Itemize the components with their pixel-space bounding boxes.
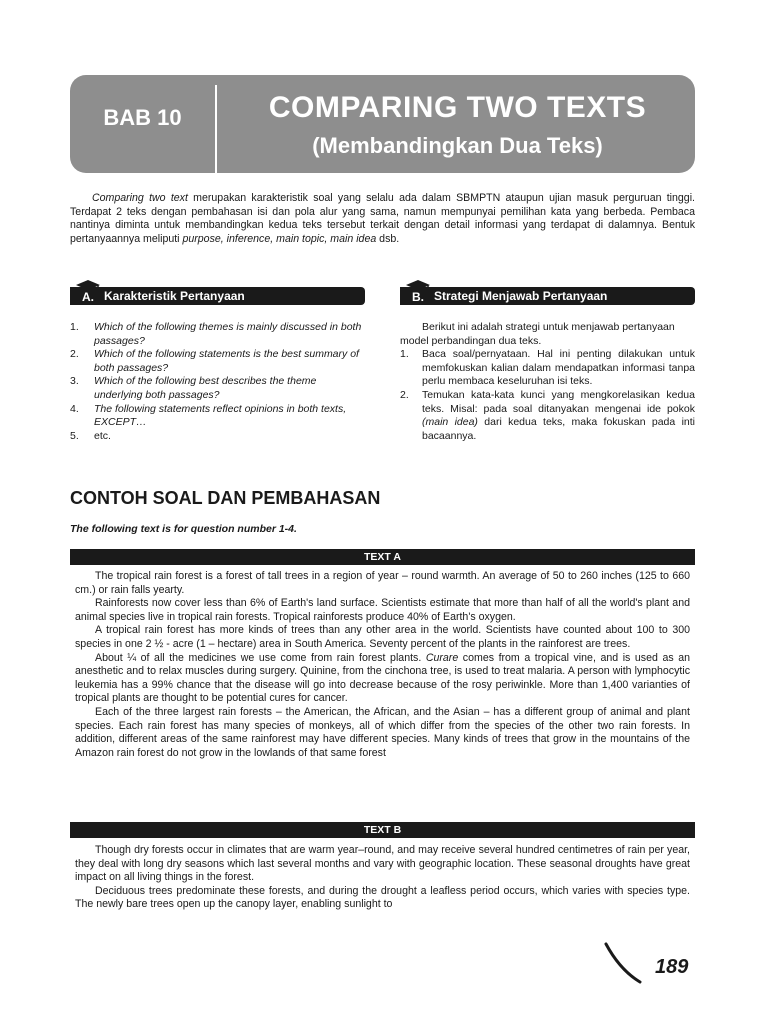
section-a-title: Karakteristik Pertanyaan bbox=[104, 289, 245, 303]
section-a-letter: A. bbox=[82, 290, 94, 304]
item-text: Which of the following themes is mainly discussed in both passages? bbox=[94, 321, 362, 347]
chapter-title: COMPARING TWO TEXTS bbox=[268, 91, 647, 124]
item-text: Which of the following statements is the best summary of both passages? bbox=[94, 348, 359, 374]
list-item bbox=[400, 389, 695, 443]
paragraph: The tropical rain forest is a forest of tall trees in a region of year – round warmth. An average of 50 to 260 inches (125 to 660 cm.) or rain falls yearty. bbox=[75, 570, 690, 596]
section-a-header bbox=[70, 287, 365, 305]
paragraph: Rainforests now cover less than 6% of Earth's land surface. Scientists estimate that more than half of all the world's plant and animal species live in tropical rain forests. Tropical rainforests produce 40% of Earth's oxygen. bbox=[75, 597, 690, 623]
item-number: 3. bbox=[70, 375, 79, 388]
paragraph-text: About ¼ of all the medicines we use come from rain forest plants. bbox=[95, 651, 426, 664]
strategy-intro: Berikut ini adalah strategi untuk menjawab pertanyaan model perbandingan dua teks. bbox=[400, 321, 675, 347]
item-number: 2. bbox=[400, 388, 409, 401]
item-number: 1. bbox=[70, 321, 79, 333]
list-item bbox=[400, 348, 695, 389]
item-number: 5. bbox=[70, 429, 79, 442]
strategy-list bbox=[400, 348, 695, 443]
item-number: 1. bbox=[400, 348, 409, 361]
paragraph bbox=[75, 652, 690, 706]
text-b-label: TEXT B bbox=[70, 822, 695, 838]
item-em: (main idea) bbox=[422, 416, 478, 429]
list-item bbox=[70, 430, 365, 444]
item-number: 4. bbox=[70, 402, 79, 415]
item-text: Temukan kata-kata kunci yang mengkorelasikan kedua teks. Misal: pada soal ditanyakan mengenai ide pokok bbox=[422, 388, 695, 415]
paragraph-text: comes from a tropical vine, and is used as an anesthetic and to relax muscles during surgery. Quinine, from the cinchona tree, is used to treat malaria. A person with lymphocytic leukemia has a 99% chance that the disease will go into decrease because of the rosy periwinkle. More than 1,400 varianties of tropical plants are thought to be potential cures for cancer. bbox=[75, 651, 690, 705]
page-corner-decoration bbox=[600, 940, 650, 990]
chapter-subtitle: (Membandingkan Dua Teks) bbox=[312, 133, 603, 158]
section-heading: CONTOH SOAL DAN PEMBAHASAN bbox=[70, 488, 381, 508]
question-type-list bbox=[70, 321, 365, 443]
paragraph-em: Curare bbox=[425, 651, 459, 664]
item-text: dari kedua teks, maka fokuskan pada inti bacaannya. bbox=[422, 416, 695, 442]
section-b-title: Strategi Menjawab Pertanyaan bbox=[434, 289, 608, 303]
list-item bbox=[70, 321, 365, 348]
paragraph: A tropical rain forest has more kinds of trees than any other area in the world. Scientists have counted about 100 to 300 species in one 2 ½ - acre (1 – hectare) area in South America. Seventy percent of the plants in the rainforest are trees. bbox=[75, 624, 690, 650]
section-b-letter: B. bbox=[412, 290, 424, 304]
list-item bbox=[70, 348, 365, 375]
paragraph: Each of the three largest rain forests – the American, the African, and the Asian – has a different group of animal and plant species. Each rain forest has many species of monkeys, all of which differ from the species of the other two rain forests. In addition, different areas of the same rainforest may have different species. Many kinds of trees that grow in the mountains of the Amazon rain forest do not grow in the lowlands of that same forest bbox=[75, 705, 690, 759]
list-item bbox=[70, 403, 365, 430]
text-b-body bbox=[75, 844, 690, 912]
intro-paragraph bbox=[70, 192, 695, 246]
intro-em-2: purpose, inference, main topic, main idea bbox=[182, 232, 377, 245]
strategy-block bbox=[400, 321, 695, 443]
text-a-label: TEXT A bbox=[70, 549, 695, 565]
question-note: The following text is for question number 1-4. bbox=[70, 523, 297, 535]
item-text: Which of the following best describes the theme underlying both passages? bbox=[94, 375, 317, 401]
section-b-header bbox=[400, 287, 695, 305]
chapter-number: BAB 10 bbox=[103, 105, 182, 130]
item-text: The following statements reflect opinions in both texts, EXCEPT… bbox=[94, 402, 347, 429]
text-a-body bbox=[75, 570, 690, 760]
list-item bbox=[70, 375, 365, 402]
page-number: 189 bbox=[655, 956, 689, 978]
intro-em-1: Comparing two text bbox=[92, 192, 188, 204]
banner-divider bbox=[215, 85, 217, 175]
item-number: 2. bbox=[70, 348, 79, 361]
paragraph: Deciduous trees predominate these forests, and during the drought a leafless period occurs, which varies with species type. The newly bare trees open up the canopy layer, enabling sunlight to bbox=[75, 884, 690, 911]
intro-text-2: dsb. bbox=[376, 232, 400, 245]
chapter-banner bbox=[70, 75, 695, 173]
item-text: Baca soal/pernyataan. Hal ini penting dilakukan untuk memfokuskan kalian dalam mendapatkan informasi tanpa perlu membaca keseluruhan isi teks. bbox=[422, 348, 695, 388]
paragraph: Though dry forests occur in climates that are warm year–round, and may receive several hundred centimetres of rain per year, they deal with long dry seasons which last several months and vary with geographic location. These seasonal droughts have great impact on all living things in the forest. bbox=[75, 844, 690, 884]
intro-text-1: merupakan karakteristik soal yang selalu ada dalam SBMPTN ataupun ujian masuk perguruan tinggi. Terdapat 2 teks dengan pembahasan isi dan pola alur yang sama, namun mempunyai pemilihan kata yang berbeda. Pembaca nantinya diminta untuk membandingkan kedua teks tersebut terkait dengan detail informasi yang terdapat di dalamnya. Bentuk pertanyaannya meliputi bbox=[70, 192, 696, 245]
item-text: etc. bbox=[94, 429, 111, 442]
